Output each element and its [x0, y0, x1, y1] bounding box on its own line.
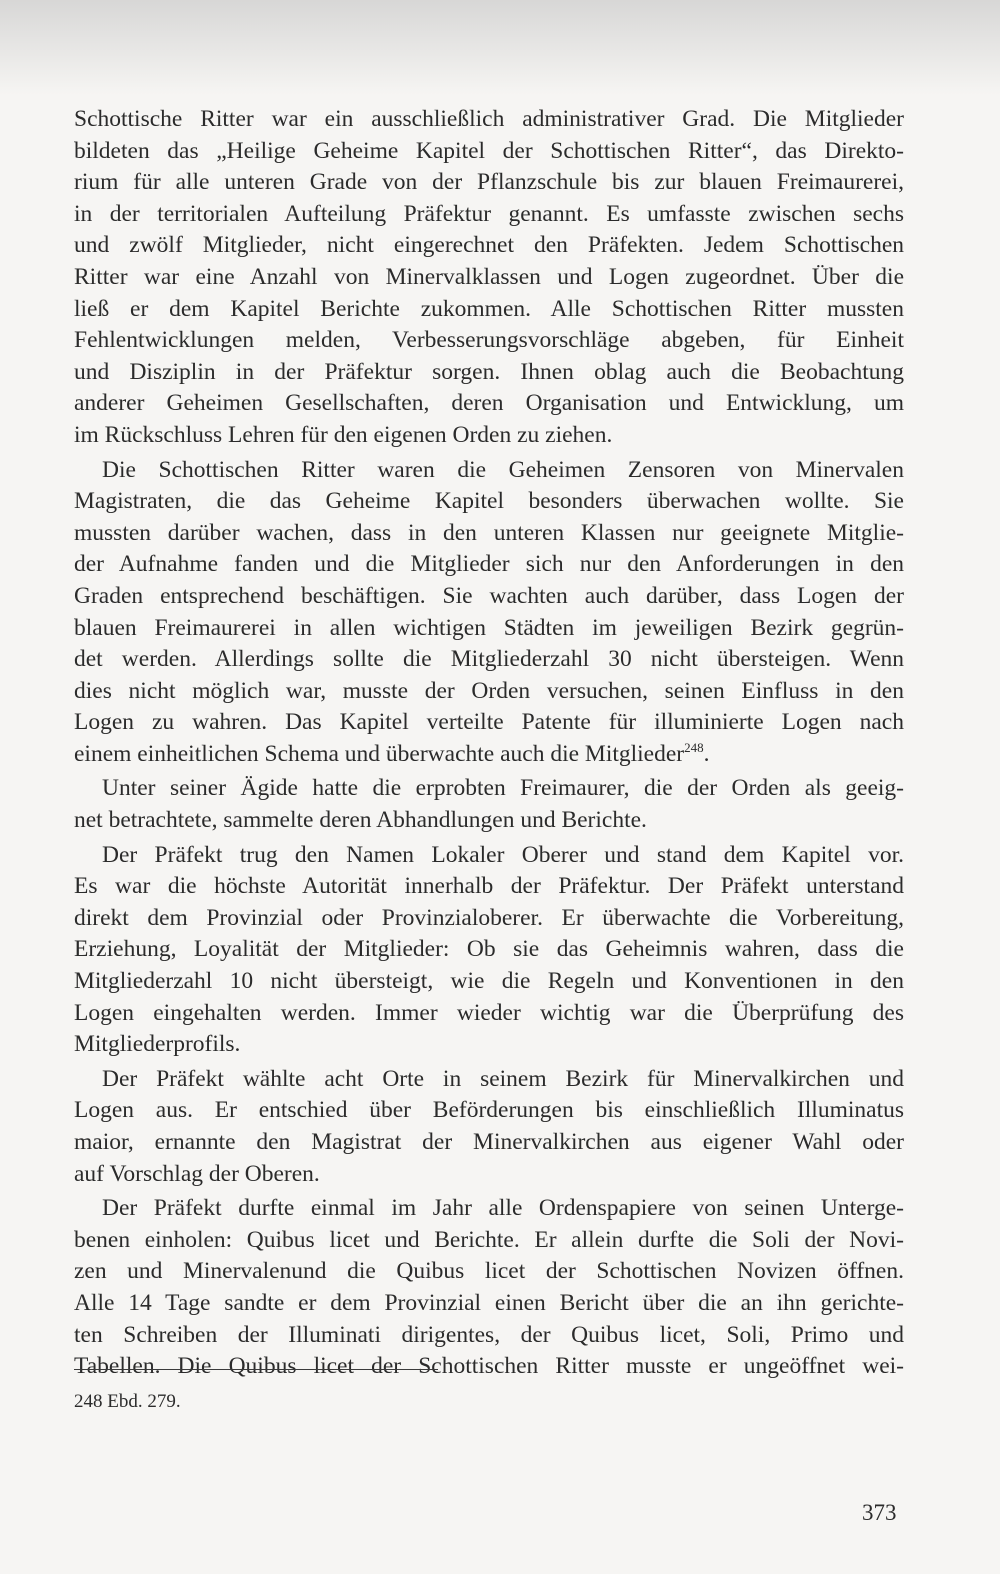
text-line: Logen aus. Er entschied über Beförderungen bis einschließlich Illuminatus [74, 1097, 904, 1124]
text-line: benen einholen: Quibus licet und Berichte. Er allein durfte die Soli der Novi- [74, 1226, 904, 1253]
text-line: und Disziplin in der Präfektur sorgen. Ihnen oblag auch die Beobachtung [74, 358, 904, 385]
text-line: anderer Geheimen Gesellschaften, deren Organisation und Entwicklung, um [74, 390, 904, 417]
paragraph-5 [74, 1064, 904, 1190]
page-number: 373 [862, 1500, 897, 1525]
text-line: und zwölf Mitglieder, nicht eingerechnet den Präfekten. Jedem Schottischen [74, 232, 904, 259]
body-text [74, 104, 904, 1386]
text-line: maior, ernannte den Magistrat der Minervalkirchen aus eigener Wahl oder [74, 1129, 904, 1155]
text-line: ließ er dem Kapitel Berichte zukommen. Alle Schottischen Ritter mussten [74, 295, 904, 322]
paragraph-3 [74, 773, 904, 836]
text-line: Es war die höchste Autorität innerhalb der Präfektur. Der Präfekt unterstand [74, 873, 904, 900]
text-line: in der territorialen Aufteilung Präfektur genannt. Es umfasste zwischen sechs [74, 200, 904, 227]
paragraph-6 [74, 1193, 904, 1383]
text-line: zen und Minervalenund die Quibus licet der Schottischen Novizen öffnen. [74, 1258, 904, 1285]
text-line: im Rückschluss Lehren für den eigenen Orden zu ziehen. [74, 421, 613, 448]
text-line: Fehlentwicklungen melden, Verbesserungsvorschläge abgeben, für Einheit [74, 327, 904, 354]
text-line: Mitgliederzahl 10 nicht übersteigt, wie die Regeln und Konventionen in den [74, 968, 904, 995]
text-line: Erziehung, Loyalität der Mitglieder: Ob sie das Geheimnis wahren, dass die [74, 936, 904, 963]
text-line: Die Schottischen Ritter waren die Geheimen Zensoren von Minervalen [102, 456, 904, 483]
footnote-reference: 248 [684, 739, 704, 755]
text-fragment: . [703, 740, 710, 767]
text-line: dies nicht möglich war, musste der Orden versuchen, seinen Einfluss in den [74, 677, 904, 704]
footnote-separator [74, 1369, 438, 1370]
text-line: net betrachtete, sammelte deren Abhandlungen und Berichte. [74, 807, 647, 834]
scan-bleed-through [0, 0, 1000, 95]
text-line: Logen eingehalten werden. Immer wieder wichtig war die Überprüfung des [74, 999, 904, 1026]
text-line: det werden. Allerdings sollte die Mitgliederzahl 30 nicht übersteigen. Wenn [74, 646, 904, 673]
text-line: Ritter war eine Anzahl von Minervalklassen und Logen zugeordnet. Über die [74, 263, 904, 290]
paragraph-1 [74, 104, 904, 452]
text-line: Unter seiner Ägide hatte die erprobten Freimaurer, die der Orden als geeig- [102, 775, 904, 802]
text-line: Schottische Ritter war ein ausschließlich administrativer Grad. Die Mitglieder [74, 106, 904, 132]
text-line: Alle 14 Tage sandte er dem Provinzial einen Bericht über die an ihn gerichte- [74, 1289, 904, 1316]
text-line: mussten darüber wachen, dass in den unteren Klassen nur geeignete Mitglie- [74, 519, 904, 546]
paragraph-4 [74, 840, 904, 1061]
footnote: 248 Ebd. 279. [74, 1391, 181, 1412]
text-line: Magistraten, die das Geheime Kapitel besonders überwachen wollte. Sie [74, 488, 904, 515]
text-line: Mitgliederprofils. [74, 1031, 241, 1058]
text-line: rium für alle unteren Grade von der Pflanzschule bis zur blauen Freimaurerei, [74, 169, 904, 196]
text-line: ten Schreiben der Illuminati dirigentes, der Quibus licet, Soli, Primo und [74, 1321, 904, 1348]
text-line: auf Vorschlag der Oberen. [74, 1160, 320, 1187]
text-line: direkt dem Provinzial oder Provinzialoberer. Er überwachte die Vorbereitung, [74, 904, 904, 931]
text-line: Graden entsprechend beschäftigen. Sie wachten auch darüber, dass Logen der [74, 582, 904, 609]
text-fragment: einem einheitlichen Schema und überwachte auch die Mitglieder [74, 740, 685, 767]
text-line: bildeten das „Heilige Geheime Kapitel der Schottischen Ritter“, das Direkto- [74, 137, 904, 164]
text-line: Tabellen. Die Quibus licet der Schottischen Ritter musste er ungeöffnet wei- [74, 1353, 904, 1380]
text-line: Logen zu wahren. Das Kapitel verteilte Patente für illuminierte Logen nach [74, 709, 904, 736]
text-line: der Aufnahme fanden und die Mitglieder sich nur den Anforderungen in den [74, 551, 904, 578]
text-line: Der Präfekt durfte einmal im Jahr alle Ordenspapiere von seinen Unterge- [102, 1195, 904, 1222]
text-line-with-footnote [74, 739, 904, 771]
text-line: Der Präfekt trug den Namen Lokaler Oberer und stand dem Kapitel vor. [102, 841, 904, 868]
text-line: Der Präfekt wählte acht Orte in seinem Bezirk für Minervalkirchen und [102, 1065, 904, 1092]
text-line: blauen Freimaurerei in allen wichtigen Städten im jeweiligen Bezirk gegrün- [74, 614, 904, 641]
paragraph-2 [74, 455, 904, 771]
